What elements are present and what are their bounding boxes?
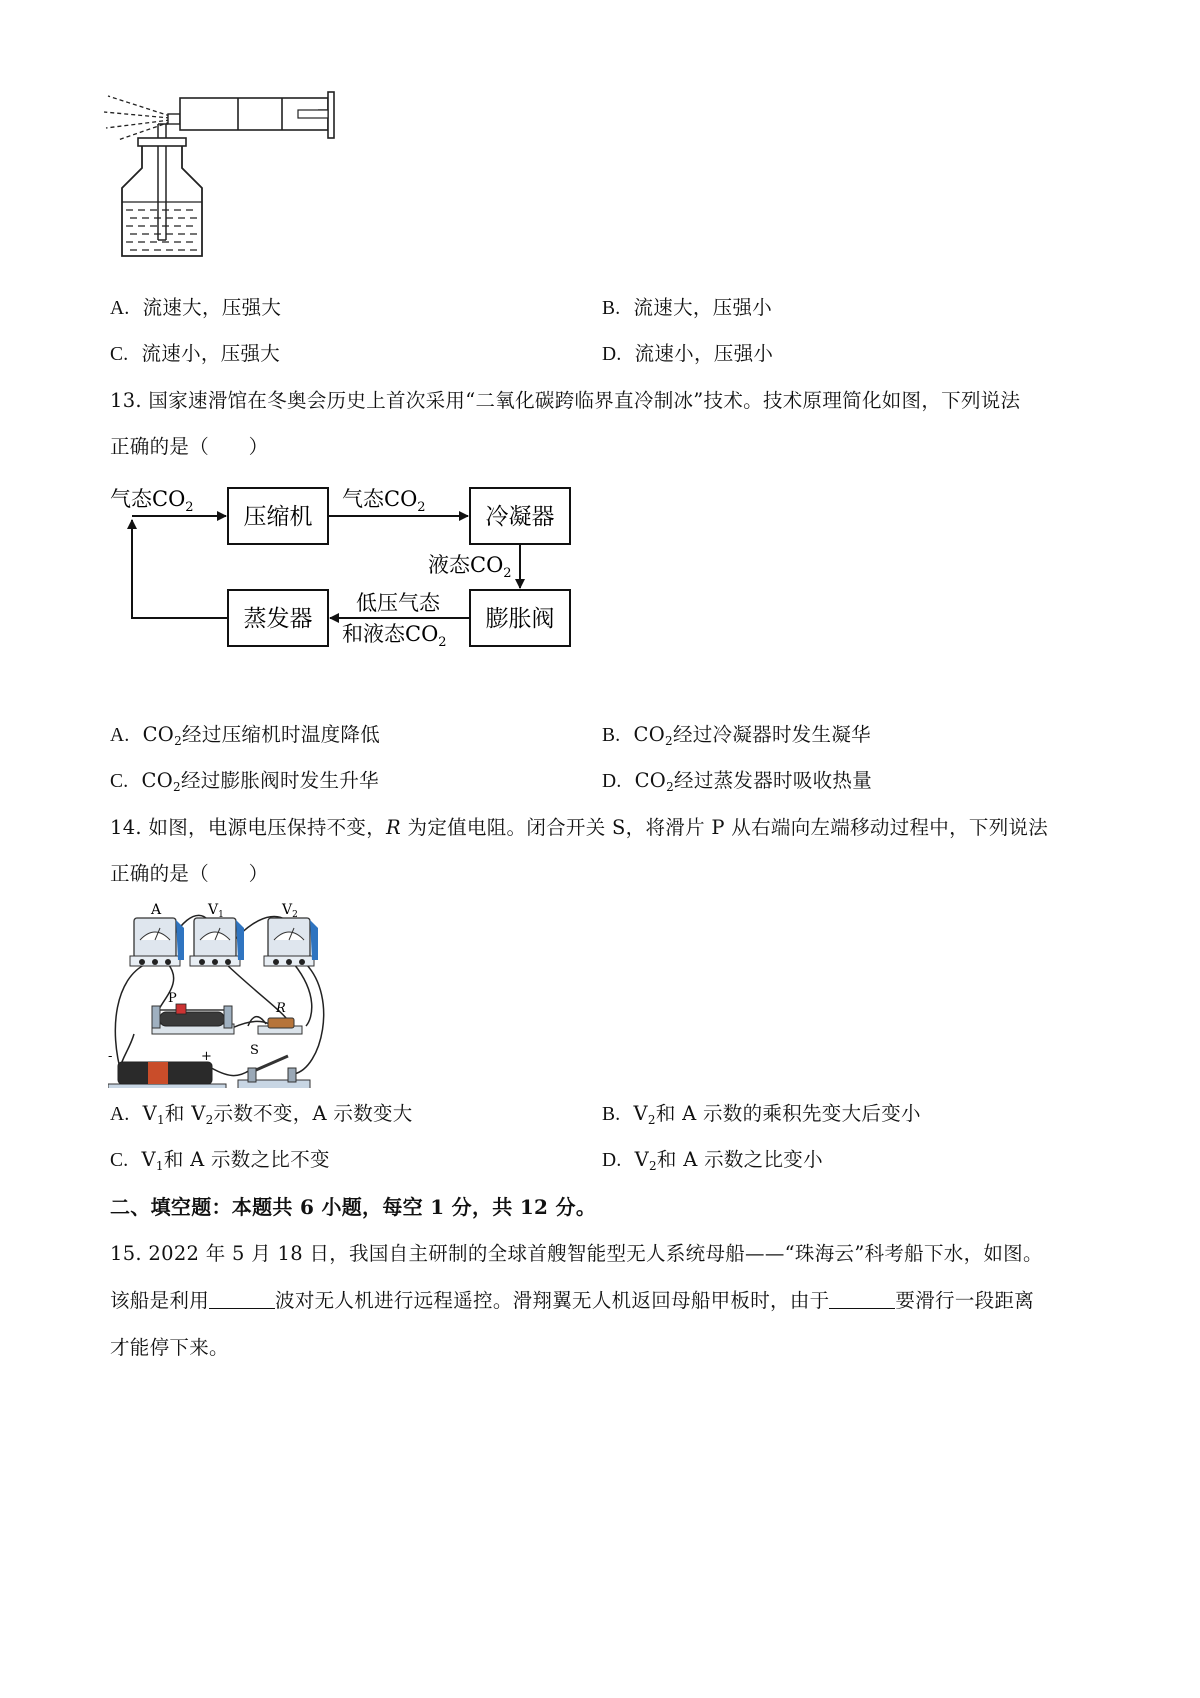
ammeter-icon — [130, 918, 184, 966]
option-text: 流速大，压强大 — [142, 296, 282, 319]
q13-stem-line2 — [110, 434, 268, 460]
low-pressure-label-1: 低压气态 — [356, 591, 440, 615]
section-heading: 二、填空题：本题共 6 小题，每空 1 分，共 12 分。 — [110, 1195, 597, 1219]
expansion-valve-label: 膨胀阀 — [485, 606, 555, 632]
option-text: $CO_2$经过压缩机时温度降低 — [142, 723, 381, 748]
battery-icon — [108, 1062, 226, 1088]
option-letter: A. — [110, 725, 130, 746]
option-letter: A. — [110, 298, 130, 319]
question-text: 为定值电阻。闭合开关 S，将滑片 P 从右端向左端移动过程中，下列说法 — [407, 816, 1049, 839]
voltmeter-2-label: $V_2$ — [282, 902, 298, 920]
co2-cycle-diagram — [110, 478, 580, 658]
liquid-co2-label: 液态$CO_2$ — [428, 553, 512, 581]
option-letter: B. — [602, 725, 621, 746]
option-text: $CO_2$经过冷凝器时发生凝华 — [633, 723, 871, 748]
resistor-symbol: R — [386, 816, 402, 839]
low-pressure-label-2: 和液态$CO_2$ — [342, 622, 447, 650]
option-letter: C. — [110, 771, 129, 792]
q15-line2 — [110, 1288, 1034, 1314]
question-text: 正确的是（ ） — [110, 862, 269, 885]
voltmeter-2-icon — [264, 918, 318, 966]
q13-option-c — [110, 768, 379, 795]
q12-option-a — [110, 295, 281, 322]
option-letter: D. — [602, 1150, 622, 1171]
gas-co2-label-mid: 气态$CO_2$ — [342, 487, 426, 515]
option-text: $V_2$和 A 示数之比变小 — [634, 1148, 823, 1173]
sprayer-figure — [100, 88, 370, 280]
option-letter: B. — [602, 1104, 621, 1125]
question-text: 国家速滑馆在冬奥会历史上首次采用“二氧化碳跨临界直冷制冰”技术。技术原理简化如图，下列说法 — [148, 389, 1021, 412]
option-text: $V_1$和 $V_2$示数不变，A 示数变大 — [142, 1102, 413, 1127]
option-text: $CO_2$经过蒸发器时吸收热量 — [634, 769, 873, 794]
evaporator-label: 蒸发器 — [243, 606, 313, 632]
battery-minus-label: - — [108, 1049, 113, 1064]
question-text: 如图，电源电压保持不变， — [148, 816, 387, 839]
q12-option-d — [602, 341, 773, 368]
q14-option-b — [602, 1101, 921, 1128]
option-letter: C. — [110, 344, 129, 365]
ammeter-label: A — [151, 902, 162, 918]
option-text: $V_2$和 A 示数的乘积先变大后变小 — [633, 1102, 921, 1127]
compressor-label: 压缩机 — [243, 504, 313, 530]
rheostat-icon — [152, 1004, 234, 1034]
q13-option-a — [110, 722, 380, 749]
option-text: $CO_2$经过膨胀阀时发生升华 — [141, 769, 379, 794]
q14-stem-line1 — [110, 815, 1048, 841]
q14-option-d — [602, 1147, 823, 1174]
answer-blank-2[interactable] — [829, 1290, 895, 1309]
q13-option-b — [602, 722, 871, 749]
arrow-evaporator-return — [132, 520, 228, 618]
q14-stem-line2 — [110, 861, 268, 887]
resistor-icon — [258, 1018, 302, 1034]
q14-option-a — [110, 1101, 413, 1128]
q14-option-c — [110, 1147, 330, 1174]
resistor-label: R — [276, 1001, 286, 1016]
question-number: 13. — [110, 389, 142, 412]
question-text: 波对无人机进行远程遥控。滑翔翼无人机返回母船甲板时，由于 — [275, 1289, 830, 1312]
q12-option-c — [110, 341, 280, 368]
question-text: 正确的是（ ） — [110, 435, 269, 458]
voltmeter-1-label: $V_1$ — [208, 902, 224, 920]
q15-line3: 才能停下来。 — [110, 1336, 229, 1359]
option-text: $V_1$和 A 示数之比不变 — [141, 1148, 330, 1173]
question-number: 14. — [110, 816, 142, 839]
voltmeter-1-icon — [190, 918, 244, 966]
option-letter: C. — [110, 1150, 129, 1171]
switch-label: S — [250, 1043, 259, 1058]
option-text: 流速大，压强小 — [633, 296, 773, 319]
question-text: 要滑行一段距离 — [895, 1289, 1035, 1312]
circuit-figure — [108, 898, 358, 1088]
slider-label: P — [168, 991, 177, 1006]
gas-co2-label-in: 气态$CO_2$ — [110, 487, 194, 515]
q13-stem-line1 — [110, 388, 1020, 414]
battery-plus-label: + — [201, 1049, 212, 1064]
q12-option-b — [602, 295, 772, 322]
option-text: 流速小，压强大 — [141, 342, 281, 365]
q15-line1: 15. 2022 年 5 月 18 日，我国自主研制的全球首艘智能型无人系统母船——“珠海云”科考船下水，如图。 — [110, 1242, 1043, 1265]
option-letter: D. — [602, 344, 622, 365]
condenser-label: 冷凝器 — [485, 504, 555, 530]
question-text: 该船是利用 — [110, 1289, 210, 1312]
option-letter: A. — [110, 1104, 130, 1125]
answer-blank-1[interactable] — [209, 1290, 275, 1309]
option-text: 流速小，压强小 — [634, 342, 774, 365]
q13-option-d — [602, 768, 872, 795]
option-letter: D. — [602, 771, 622, 792]
option-letter: B. — [602, 298, 621, 319]
